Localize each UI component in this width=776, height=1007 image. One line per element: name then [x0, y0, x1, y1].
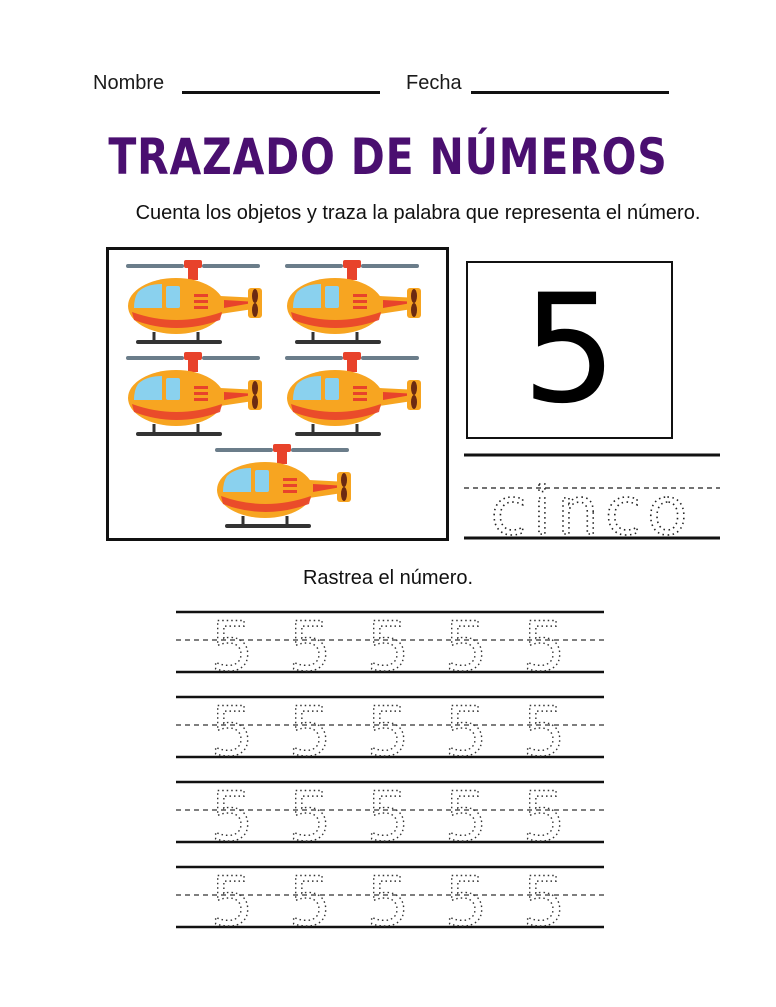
- big-number: 5: [521, 263, 618, 437]
- trace-digit[interactable]: 5: [522, 863, 566, 936]
- trace-digit[interactable]: 5: [444, 778, 488, 857]
- name-label: Nombre: [93, 72, 165, 94]
- helicopter-icon: [124, 258, 264, 348]
- word-trace-area[interactable]: [462, 450, 722, 545]
- trace-digit[interactable]: 5: [366, 693, 410, 772]
- trace-digit[interactable]: 5: [522, 778, 566, 857]
- trace-digit[interactable]: 5: [444, 608, 488, 687]
- trace-digit[interactable]: 5: [288, 863, 332, 936]
- trace-digit[interactable]: 5: [210, 778, 254, 857]
- page-title: TRAZADO DE NÚMEROS: [108, 128, 668, 186]
- name-field[interactable]: [182, 91, 380, 94]
- helicopter-icon: [283, 350, 423, 440]
- trace-digit[interactable]: 5: [366, 863, 410, 936]
- trace-digit[interactable]: 5: [288, 778, 332, 857]
- trace-digit[interactable]: 5: [288, 693, 332, 772]
- number-word-trace: cinco: [490, 473, 694, 545]
- trace-digit[interactable]: 5: [522, 608, 566, 687]
- instruction-text: Cuenta los objetos y traza la palabra que representa el número.: [135, 202, 701, 224]
- helicopter-icon: [213, 442, 353, 532]
- trace-digit[interactable]: 5: [444, 863, 488, 936]
- helicopter-icon: [283, 258, 423, 348]
- date-label: Fecha: [406, 72, 462, 94]
- trace-digit[interactable]: 5: [210, 863, 254, 936]
- number-box: [466, 261, 673, 439]
- trace-instruction: Rastrea el número.: [302, 567, 474, 589]
- trace-digit[interactable]: 5: [444, 693, 488, 772]
- helicopter-icon: [124, 350, 264, 440]
- trace-digit[interactable]: 5: [288, 608, 332, 687]
- trace-digit[interactable]: 5: [366, 608, 410, 687]
- trace-digit[interactable]: 5: [366, 778, 410, 857]
- objects-box: [106, 247, 449, 541]
- number-trace-area[interactable]: [170, 606, 610, 936]
- trace-digit[interactable]: 5: [210, 608, 254, 687]
- trace-digit[interactable]: 5: [210, 693, 254, 772]
- trace-digit[interactable]: 5: [522, 693, 566, 772]
- date-field[interactable]: [471, 91, 669, 94]
